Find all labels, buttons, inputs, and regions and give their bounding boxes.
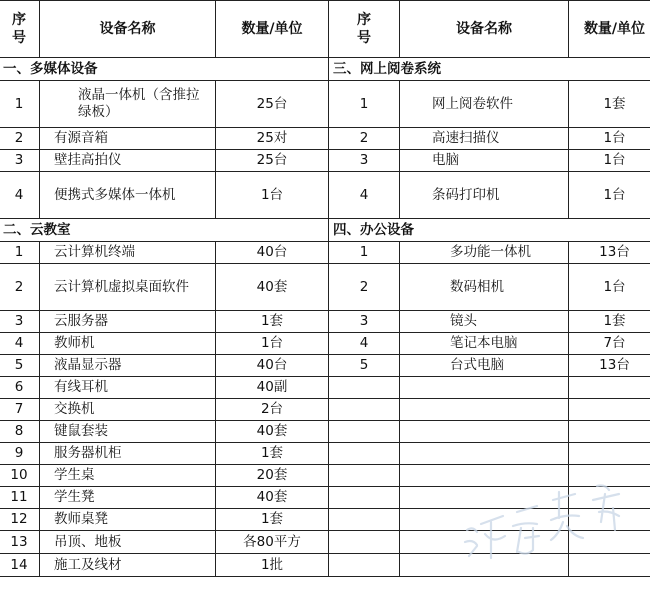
header-qty-right: 数量/单位: [569, 1, 650, 58]
right-seq: 4: [329, 333, 400, 355]
left-item-name: 云计算机虚拟桌面软件: [40, 264, 216, 311]
right-seq: 3: [329, 311, 400, 333]
left-seq: 12: [0, 509, 40, 531]
left-item-name: 液晶显示器: [40, 355, 216, 377]
right-qty: 13台: [569, 242, 650, 264]
left-seq: 11: [0, 487, 40, 509]
table-row: [0, 242, 650, 264]
table-row: [0, 150, 650, 172]
empty-cell: [329, 377, 400, 399]
empty-cell: [400, 443, 569, 465]
left-seq: 5: [0, 355, 40, 377]
empty-cell: [569, 377, 650, 399]
right-item-name: 高速扫描仪: [400, 128, 569, 150]
left-qty: 40套: [216, 264, 329, 311]
empty-cell: [329, 531, 400, 554]
left-seq: 2: [0, 128, 40, 150]
left-qty: 1批: [216, 554, 329, 577]
left-item-name: 施工及线材: [40, 554, 216, 577]
right-item-name: 网上阅卷软件: [400, 81, 569, 128]
right-item-name: 条码打印机: [400, 172, 569, 219]
right-qty: 1套: [569, 81, 650, 128]
left-qty: 1套: [216, 443, 329, 465]
header-name-right: 设备名称: [400, 1, 569, 58]
table-row: [0, 399, 650, 421]
left-qty: 1台: [216, 333, 329, 355]
right-qty: 13台: [569, 355, 650, 377]
left-qty: 40套: [216, 487, 329, 509]
left-qty: 40台: [216, 355, 329, 377]
left-seq: 10: [0, 465, 40, 487]
left-seq: 3: [0, 150, 40, 172]
right-qty: 1台: [569, 150, 650, 172]
table-row: [0, 311, 650, 333]
left-seq: 4: [0, 333, 40, 355]
left-qty: 40台: [216, 242, 329, 264]
table-row: [0, 465, 650, 487]
empty-cell: [569, 554, 650, 577]
empty-cell: [329, 443, 400, 465]
empty-cell: [400, 531, 569, 554]
empty-cell: [400, 465, 569, 487]
section-title-right: 四、办公设备: [329, 219, 650, 242]
left-item-name: 键鼠套装: [40, 421, 216, 443]
left-item-name: 教师机: [40, 333, 216, 355]
empty-cell: [400, 487, 569, 509]
table-row: [0, 421, 650, 443]
section-title-left: 一、多媒体设备: [0, 58, 329, 81]
left-qty: 2台: [216, 399, 329, 421]
right-seq: 2: [329, 264, 400, 311]
empty-cell: [400, 399, 569, 421]
left-qty: 1套: [216, 509, 329, 531]
right-qty: 1套: [569, 311, 650, 333]
left-seq: 9: [0, 443, 40, 465]
empty-cell: [569, 421, 650, 443]
right-item-name: 多功能一体机: [400, 242, 569, 264]
table-row: [0, 128, 650, 150]
header-name-left: 设备名称: [40, 1, 216, 58]
empty-cell: [329, 554, 400, 577]
empty-cell: [400, 377, 569, 399]
left-qty: 40副: [216, 377, 329, 399]
left-item-name: 交换机: [40, 399, 216, 421]
left-item-name: 教师桌凳: [40, 509, 216, 531]
left-qty: 1套: [216, 311, 329, 333]
left-seq: 1: [0, 242, 40, 264]
left-qty: 40套: [216, 421, 329, 443]
right-seq: 2: [329, 128, 400, 150]
header-seq-left: 序 号: [0, 1, 40, 58]
table-row: [0, 81, 650, 128]
section-row: [0, 58, 650, 81]
right-item-name: 电脑: [400, 150, 569, 172]
empty-cell: [400, 421, 569, 443]
section-row: [0, 219, 650, 242]
left-seq: 7: [0, 399, 40, 421]
table-row: [0, 509, 650, 531]
left-item-name: 学生凳: [40, 487, 216, 509]
table-row: [0, 443, 650, 465]
table-row: [0, 487, 650, 509]
empty-cell: [400, 509, 569, 531]
table-row: [0, 355, 650, 377]
left-item-name: 服务器机柜: [40, 443, 216, 465]
right-item-name: 台式电脑: [400, 355, 569, 377]
right-seq: 1: [329, 81, 400, 128]
right-qty: 7台: [569, 333, 650, 355]
empty-cell: [569, 509, 650, 531]
left-qty: 20套: [216, 465, 329, 487]
left-qty: 各80平方: [216, 531, 329, 554]
left-item-name: 液晶一体机（含推拉绿板）: [40, 81, 216, 128]
left-seq: 4: [0, 172, 40, 219]
table-row: [0, 264, 650, 311]
right-qty: 1台: [569, 172, 650, 219]
table-row: [0, 531, 650, 554]
left-qty: 25台: [216, 81, 329, 128]
left-item-name: 云服务器: [40, 311, 216, 333]
empty-cell: [569, 443, 650, 465]
header-row: [0, 1, 650, 58]
left-qty: 25台: [216, 150, 329, 172]
empty-cell: [569, 487, 650, 509]
right-qty: 1台: [569, 264, 650, 311]
header-seq-right: 序 号: [329, 1, 400, 58]
left-seq: 8: [0, 421, 40, 443]
right-item-name: 镜头: [400, 311, 569, 333]
table-row: [0, 172, 650, 219]
left-item-name: 有源音箱: [40, 128, 216, 150]
right-seq: 3: [329, 150, 400, 172]
empty-cell: [329, 509, 400, 531]
left-seq: 1: [0, 81, 40, 128]
left-seq: 3: [0, 311, 40, 333]
right-item-name: 数码相机: [400, 264, 569, 311]
left-item-name: 学生桌: [40, 465, 216, 487]
header-qty-left: 数量/单位: [216, 1, 329, 58]
right-item-name: 笔记本电脑: [400, 333, 569, 355]
empty-cell: [329, 399, 400, 421]
table-row: [0, 554, 650, 577]
left-item-name: 便携式多媒体一体机: [40, 172, 216, 219]
empty-cell: [329, 487, 400, 509]
table-row: [0, 377, 650, 399]
right-seq: 5: [329, 355, 400, 377]
empty-cell: [400, 554, 569, 577]
section-title-right: 三、网上阅卷系统: [329, 58, 650, 81]
table-row: [0, 333, 650, 355]
left-item-name: 壁挂高拍仪: [40, 150, 216, 172]
right-qty: 1台: [569, 128, 650, 150]
empty-cell: [329, 465, 400, 487]
left-qty: 1台: [216, 172, 329, 219]
empty-cell: [569, 399, 650, 421]
right-seq: 4: [329, 172, 400, 219]
empty-cell: [569, 465, 650, 487]
empty-cell: [569, 531, 650, 554]
section-title-left: 二、云教室: [0, 219, 329, 242]
left-seq: 2: [0, 264, 40, 311]
right-seq: 1: [329, 242, 400, 264]
left-seq: 13: [0, 531, 40, 554]
left-item-name: 云计算机终端: [40, 242, 216, 264]
left-seq: 6: [0, 377, 40, 399]
left-item-name: 有线耳机: [40, 377, 216, 399]
left-qty: 25对: [216, 128, 329, 150]
left-item-name: 吊顶、地板: [40, 531, 216, 554]
empty-cell: [329, 421, 400, 443]
left-seq: 14: [0, 554, 40, 577]
